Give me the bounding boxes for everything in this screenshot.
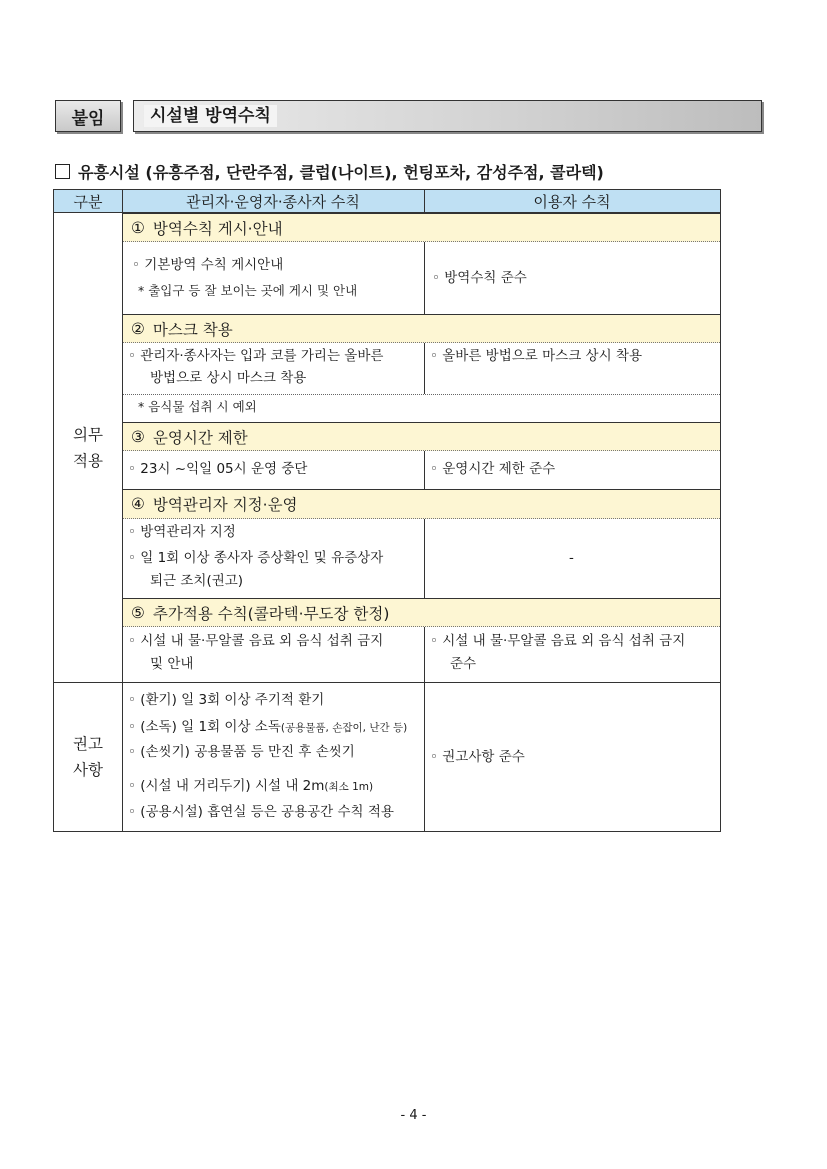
section-3-right: ◦ 운영시간 제한 준수 [430,461,556,477]
section-2-band [123,314,720,343]
category-mandatory-line1: 의무 [73,425,103,444]
recommend-shared-facility: ◦ (공용시설) 흡연실 등은 공용공간 수칙 적용 [128,804,394,820]
appendix-label: 붙임 [55,100,121,132]
section-2-title: 마스크 착용 [152,320,233,339]
subtitle-text: 유흥시설 (유흥주점, 단란주점, 클럽(나이트), 헌팅포차, 감성주점, 콜라텍) [78,163,604,182]
section-4-right: - [569,550,574,566]
category-mandatory [54,213,122,682]
section-5-number: ⑤ [131,603,145,622]
appendix-header [55,100,761,132]
section-4-title: 방역관리자 지정·운영 [152,496,298,514]
category-recommend-line1: 권고 [73,734,103,753]
category-recommend-line2: 사항 [73,760,103,779]
recommend-right: ◦ 권고사항 준수 [430,749,525,765]
section-1-left-line2: * 출입구 등 잘 보이는 곳에 게시 및 안내 [138,283,358,298]
section-1-left-line1: ◦ 기본방역 수칙 게시안내 [132,257,284,273]
section-5-left-line1: ◦ 시설 내 물·무알콜 음료 외 음식 섭취 금지 [128,633,384,649]
checkbox-icon [55,164,70,179]
recommend-disinfection [128,716,407,739]
section-3-title: 운영시간 제한 [152,428,248,447]
col-header-manager-rules: 관리자·운영자·종사자 수칙 [122,190,424,213]
section-1-number: ① [131,218,145,237]
section-3-band [123,422,720,451]
page-number: - 4 - [400,1108,427,1123]
section-4-left-line1: ◦ 방역관리자 지정 [128,524,236,540]
section-4-left-line2: ◦ 일 1회 이상 종사자 증상확인 및 유증상자 [128,550,384,566]
section-4-left-line3: 퇴근 조치(권고) [150,573,244,589]
section-5-title: 추가적용 수칙(콜라텍·무도장 한정) [152,604,390,623]
recommend-handwash: ◦ (손씻기) 공용물품 등 만진 후 손씻기 [128,744,355,760]
section-subtitle [55,160,604,183]
col-header-category: 구분 [54,190,122,213]
recommend-distancing [128,775,373,798]
appendix-title-box [133,100,762,132]
category-mandatory-line2: 적용 [73,451,103,470]
section-2-number: ② [131,319,145,338]
section-5-right-line1: ◦ 시설 내 물·무알콜 음료 외 음식 섭취 금지 [430,633,686,649]
recommend-distancing-text: ◦ (시설 내 거리두기) 시설 내 2m [128,778,325,794]
section-2-left-line2: 방법으로 상시 마스크 착용 [150,370,307,386]
section-4-band [123,489,720,519]
recommend-disinfection-detail: (공용물품, 손잡이, 난간 등) [280,722,408,734]
quarantine-rules-table [53,189,721,832]
recommend-distancing-detail: (최소 1m) [324,781,374,793]
recommend-ventilation: ◦ (환기) 일 3회 이상 주기적 환기 [128,692,325,708]
section-5-right-line2: 준수 [450,656,477,672]
section-1-title: 방역수칙 게시·안내 [152,219,283,238]
section-2-left-line1: ◦ 관리자·종사자는 입과 코를 가리는 올바른 [128,348,384,364]
category-recommend [54,682,122,831]
section-3-number: ③ [131,427,145,446]
recommend-disinfection-text: ◦ (소독) 일 1회 이상 소독 [128,719,281,735]
section-2-right: ◦ 올바른 방법으로 마스크 상시 착용 [430,348,642,364]
appendix-title: 시설별 방역수칙 [144,105,277,127]
section-3-left: ◦ 23시 ~익일 05시 운영 중단 [128,461,308,477]
section-4-number: ④ [131,495,145,513]
section-5-left-line2: 및 안내 [150,656,194,672]
section-1-right: ◦ 방역수칙 준수 [432,270,527,286]
col-header-user-rules: 이용자 수칙 [424,190,720,213]
section-5-band [123,598,720,627]
section-2-note: * 음식물 섭취 시 예외 [138,399,257,414]
section-1-band [123,213,720,242]
